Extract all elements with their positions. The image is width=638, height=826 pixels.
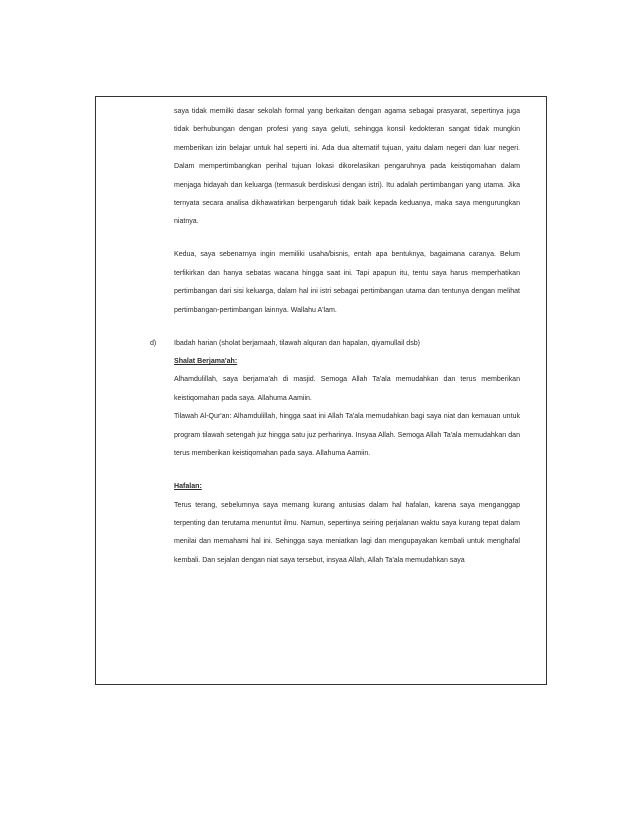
document-body	[150, 103, 520, 570]
heading-shalat-berjamaah: Shalat Berjama'ah:	[174, 358, 238, 366]
paragraph-shalat: Alhamdulillah, saya berjama'ah di masjid. Semoga Allah Ta'ala memudahkan dan terus memberikan keistiqomahan pada saya. Allahuma Aamiin.	[174, 376, 520, 402]
paragraph-spacer	[174, 464, 520, 479]
paragraph-spacer	[174, 320, 520, 335]
paragraph-hafalan: Terus terang, sebelumnya saya memang kurang antusias dalam hal hafalan, karena saya menganggap terpenting dan terutama menuntut ilmu. Namun, sepertinya seiring perjalanan waktu saya kurang tepat dalam menilai dan memahami hal ini. Sehingga saya meniatkan lagi dan mengupayakan kembali untuk menghafal kembali. Dan sejalan dengan niat saya tersebut, insyaa Allah, Allah Ta'ala memudahkan saya	[174, 501, 520, 564]
heading-hafalan: Hafalan:	[174, 483, 202, 491]
paragraph-kedua: Kedua, saya sebenarnya ingin memiliki usaha/bisnis, entah apa bentuknya, bagaimana caranya. Belum terfikirkan dan hanya sebatas wacana hingga saat ini. Tapi apapun itu, tentu saya harus memperhatikan pertimbangan dari sisi keluarga, dalam hal ini istri sebagai pertimbangan utama dan tentunya dengan melihat pertimbangan-pertimbangan lainnya. Wallahu A'lam.	[174, 251, 520, 314]
paragraph-tilawah: Tilawah Al-Qur'an: Alhamdulillah, hingga saat ini Allah Ta'ala memudahkan bagi saya niat dan kemauan untuk program tilawah setengah juz hingga satu juz perharinya. Insyaa Allah. Semoga Allah Ta'ala memudahkan dan terus memberikan keistiqomahan pada saya. Allahuma Aamiin.	[174, 413, 520, 458]
list-marker: d)	[150, 339, 157, 347]
list-item-text: Ibadah harian (sholat berjamaah, tilawah alquran dan hapalan, qiyamullail dsb)	[174, 339, 421, 347]
paragraph-intro: saya tidak memilki dasar sekolah formal yang berkaitan dengan agama sebagai prasyarat, sepertinya juga tidak berhubungan dengan profesi yang saya geluti, sehingga konsil kedokteran sangat tidak mungkin memberikan izin belajar untuk hal seperti ini. Ada dua alternatif tujuan, yaitu dalam negeri dan luar negeri. Dalam mempertimbangkan perihal tujuan lokasi dikorelasikan pengaruhnya pada keistiqomahan dalam menjaga hidayah dan keluarga (termasuk berdiskusi dengan istri). Itu adalah pertimbangan yang utama. Jika ternyata secara analisa dikhawatirkan berpengaruh tidak baik kepada keduanya, maka saya mengurungkan niatnya.	[174, 108, 520, 226]
paragraph-spacer	[174, 232, 520, 247]
page-frame	[95, 96, 547, 685]
list-item-d	[150, 335, 520, 353]
